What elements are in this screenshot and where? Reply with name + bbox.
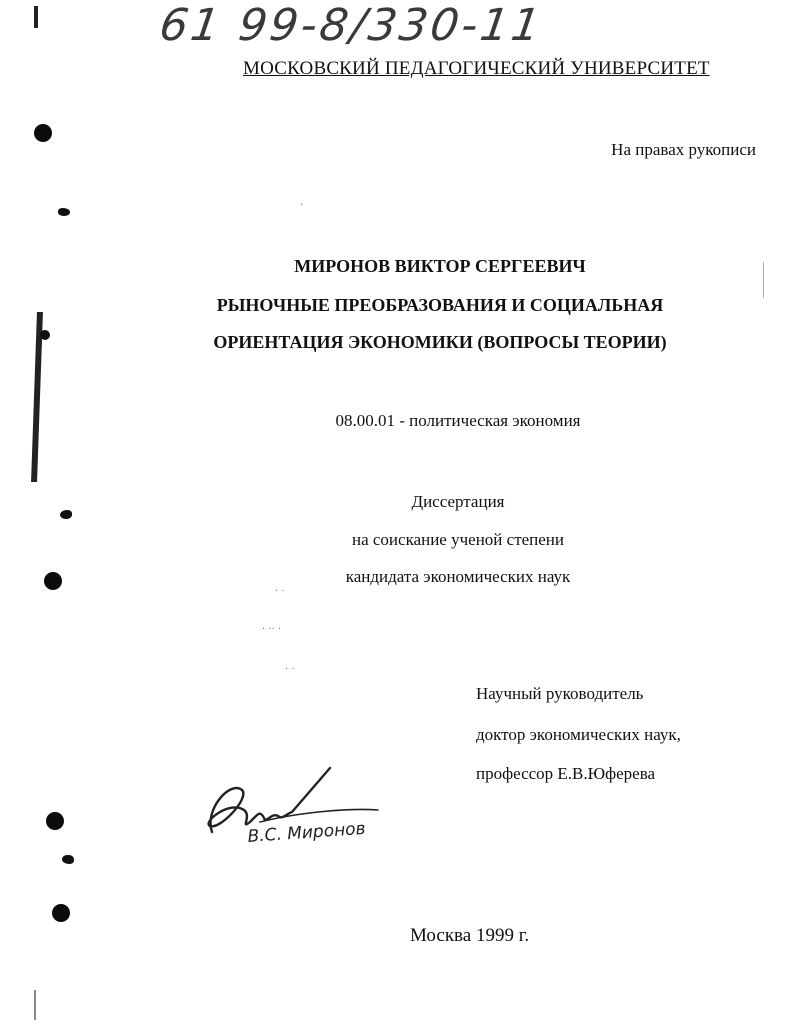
author-name: МИРОНОВ ВИКТОР СЕРГЕЕВИЧ (294, 256, 586, 276)
signature-handwritten-name: В.С. Миронов (246, 818, 367, 847)
rights-notice: На правах рукописи (611, 140, 756, 159)
dissertation-degree-line: на соискание ученой степени (351, 530, 565, 549)
punch-hole-4 (52, 904, 70, 922)
punch-hole-1 (34, 124, 52, 142)
supervisor-degree: доктор экономических наук, (476, 725, 681, 744)
scan-edge-mark-top (34, 6, 38, 28)
scan-speck-7: · ·· · (262, 624, 282, 635)
specialty-code: 08.00.01 - политическая экономия (335, 411, 581, 430)
supervisor-label: Научный руководитель (476, 684, 644, 703)
scan-edge-mark-bottom (34, 990, 36, 1020)
city-and-year: Москва 1999 г. (410, 925, 530, 946)
author-signature (200, 760, 400, 860)
dissertation-degree-field: кандидата экономических наук (345, 567, 571, 586)
scan-speck-4 (62, 855, 74, 864)
supervisor-name: профессор Е.В.Юферева (476, 764, 656, 783)
dissertation-label: Диссертация (411, 492, 505, 511)
scan-speck-1 (58, 208, 70, 216)
thesis-title-line-1: РЫНОЧНЫЕ ПРЕОБРАЗОВАНИЯ И СОЦИАЛЬНАЯ (216, 295, 664, 315)
scan-speck-5: · (300, 200, 304, 211)
archive-number: 61 99-8/330-11 (156, 0, 547, 51)
scan-speck-8: · · (285, 664, 295, 675)
thesis-title-line-2: ОРИЕНТАЦИЯ ЭКОНОМИКИ (ВОПРОСЫ ТЕОРИИ) (213, 332, 667, 352)
punch-hole-3 (46, 812, 64, 830)
scan-speck-6: · · (275, 586, 285, 597)
university-name: МОСКОВСКИЙ ПЕДАГОГИЧЕСКИЙ УНИВЕРСИТЕТ (243, 58, 710, 79)
